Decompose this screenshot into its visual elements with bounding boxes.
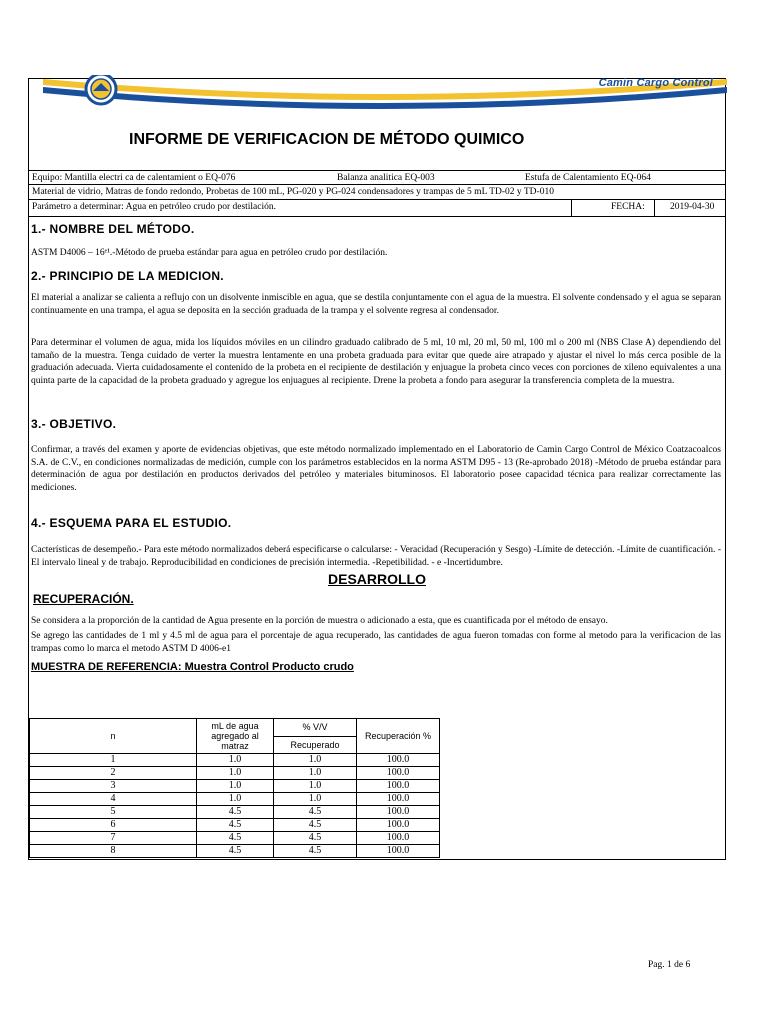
cell-recuperacion: 100.0 — [357, 780, 440, 793]
fecha-value: 2019-04-30 — [670, 202, 715, 212]
cell-recuperacion: 100.0 — [357, 845, 440, 858]
table-row — [30, 832, 440, 845]
column-header-n: n — [30, 719, 197, 754]
cell-ml: 4.5 — [197, 832, 274, 845]
cell-vv: 1.0 — [274, 793, 357, 806]
section-1-title: 1.- NOMBRE DEL MÉTODO. — [31, 222, 195, 236]
cell-recuperacion: 100.0 — [357, 793, 440, 806]
cell-ml: 1.0 — [197, 767, 274, 780]
cell-recuperacion: 100.0 — [357, 754, 440, 767]
section-2-title: 2.- PRINCIPIO DE LA MEDICION. — [31, 269, 224, 283]
cell-recuperacion: 100.0 — [357, 819, 440, 832]
cell-n: 5 — [30, 806, 197, 819]
table-row — [30, 845, 440, 858]
column-header-recuperacion: Recuperación % — [357, 719, 440, 754]
cell-vv: 4.5 — [274, 819, 357, 832]
section-3-title: 3.- OBJETIVO. — [31, 417, 117, 431]
cell-ml: 4.5 — [197, 806, 274, 819]
column-header-ml: mL de agua agregado al matraz — [197, 719, 274, 754]
cell-n: 2 — [30, 767, 197, 780]
cell-ml: 1.0 — [197, 780, 274, 793]
table-row — [30, 806, 440, 819]
cell-vv: 1.0 — [274, 780, 357, 793]
equipment-row — [29, 170, 725, 185]
cell-n: 3 — [30, 780, 197, 793]
material-text: Material de vidrio, Matras de fondo redondo, Probetas de 100 mL, PG-020 y PG-024 condensadores y trampas de 5 mL TD-02 y TD-010 — [32, 187, 554, 197]
brand-name: Camin Cargo Control — [598, 77, 713, 89]
cell-vv: 1.0 — [274, 754, 357, 767]
cell-recuperacion: 100.0 — [357, 832, 440, 845]
recovery-table — [29, 718, 440, 858]
section-3-text: Confirmar, a través del examen y aporte de evidencias objetivas, que este método normalizado implementado en el Laboratorio de Camin Cargo Control de México Coatzacoalcos S.A. de C.V., en condiciones normalizadas de medición, cumple con los parámetros establecidos en la norma ASTM D95 - 13 (Re-aprobado 2018) -Método de prueba estándar para determinación de agua por destilación en productos derivados del petróleo y materiales bituminosos. El laboratorio posee capacidad técnica para realizar correctamente las mediciones. — [31, 445, 721, 493]
cell-vv: 4.5 — [274, 806, 357, 819]
recuperacion-title: RECUPERACIÓN. — [33, 592, 134, 606]
column-header-recuperado: Recuperado — [274, 736, 357, 754]
desarrollo-title: DESARROLLO — [328, 571, 426, 587]
cell-vv: 1.0 — [274, 767, 357, 780]
section-2-paragraph-1: El material a analizar se calienta a reflujo con un disolvente inmiscible en agua, que se destila conjuntamente con el agua de la muestra. El solvente condensado y el agua se separan continuamente en una trampa, el agua se deposita en la sección graduada de la trampa y el solvente regresa al condensador. — [31, 293, 721, 316]
section-1-text: ASTM D4006 – 16ᵉ¹.-Método de prueba estándar para agua en petróleo crudo por destilación. — [31, 248, 388, 258]
cell-ml: 1.0 — [197, 793, 274, 806]
estufa-text: Estufa de Calentamiento EQ-064 — [525, 173, 651, 183]
page-title: INFORME DE VERIFICACION DE MÉTODO QUIMICO — [129, 131, 525, 148]
cell-n: 8 — [30, 845, 197, 858]
parameter-row — [29, 199, 725, 217]
cell-recuperacion: 100.0 — [357, 806, 440, 819]
cell-n: 4 — [30, 793, 197, 806]
cell-vv: 4.5 — [274, 832, 357, 845]
cell-divider — [571, 200, 572, 217]
column-header-vv: % V/V — [274, 719, 357, 737]
cell-vv: 4.5 — [274, 845, 357, 858]
equipo-text: Equipo: Mantilla electri ca de calentamient o EQ-076 — [32, 173, 236, 183]
cell-ml: 4.5 — [197, 845, 274, 858]
cell-ml: 4.5 — [197, 819, 274, 832]
cell-n: 1 — [30, 754, 197, 767]
letterhead — [29, 79, 727, 129]
report-frame — [28, 78, 726, 860]
recuperacion-paragraph-1: Se considera a la proporción de la cantidad de Agua presente en la porción de muestra o adicionado a esta, que es cuantificada por el método de ensayo. — [31, 616, 608, 626]
fecha-label: FECHA: — [611, 202, 645, 212]
cell-ml: 1.0 — [197, 754, 274, 767]
section-4-title: 4.- ESQUEMA PARA EL ESTUDIO. — [31, 516, 232, 530]
page-number: Pag. 1 de 6 — [648, 960, 691, 970]
cell-divider — [654, 200, 655, 217]
section-4-text: Cacterísticas de desempeño.- Para este método normalizados deberá especificarse o calcularse: - Veracidad (Recuperación y Sesgo) -Límite de detección. -Límite de cuantificación. -El intervalo lineal y de trabajo. Reproducibilidad en condiciones de precisión intermedia. -Repetibilidad. - e -Incertidumbre. — [31, 545, 721, 568]
cell-recuperacion: 100.0 — [357, 767, 440, 780]
balanza-text: Balanza analitica EQ-003 — [337, 173, 435, 183]
table-row — [30, 767, 440, 780]
cell-n: 6 — [30, 819, 197, 832]
table-row — [30, 793, 440, 806]
parametro-text: Parámetro a determinar: Agua en petróleo crudo por destilación. — [32, 202, 277, 212]
cell-n: 7 — [30, 832, 197, 845]
recuperacion-paragraph-2: Se agrego las cantidades de 1 ml y 4.5 ml de agua para el porcentaje de agua recuperado, las cantidades de agua fueron tomadas con forme al metodo para la verificacion de las trampas como lo marca el metodo ASTM D 4006-e1 — [31, 631, 721, 654]
table-row — [30, 819, 440, 832]
material-row — [29, 184, 725, 199]
table-row — [30, 780, 440, 793]
table-row — [30, 754, 440, 767]
muestra-title: MUESTRA DE REFERENCIA: Muestra Control Producto crudo — [31, 661, 354, 673]
section-2-paragraph-2: Para determinar el volumen de agua, mida los líquidos móviles en un cilindro graduado calibrado de 5 ml, 10 ml, 20 ml, 50 ml, 100 ml o 200 ml (NBS Clase A) dependiendo del tamaño de la muestra. Tenga cuidado de verter la muestra lentamente en una probeta graduada para evitar que quede aire atrapado y ajustar el nivel lo más cerca posible de la graduación adecuada. Vierta cuidadosamente el contenido de la probeta en el recipiente de destilación y enjuague la probeta cinco veces con porciones de xileno equivalentes a una quinta parte de la capacidad de la probeta graduado y agregue los enjuagues al recipiente. Drene la probeta a fondo para asegurar la transferencia completa de la muestra. — [31, 338, 721, 386]
